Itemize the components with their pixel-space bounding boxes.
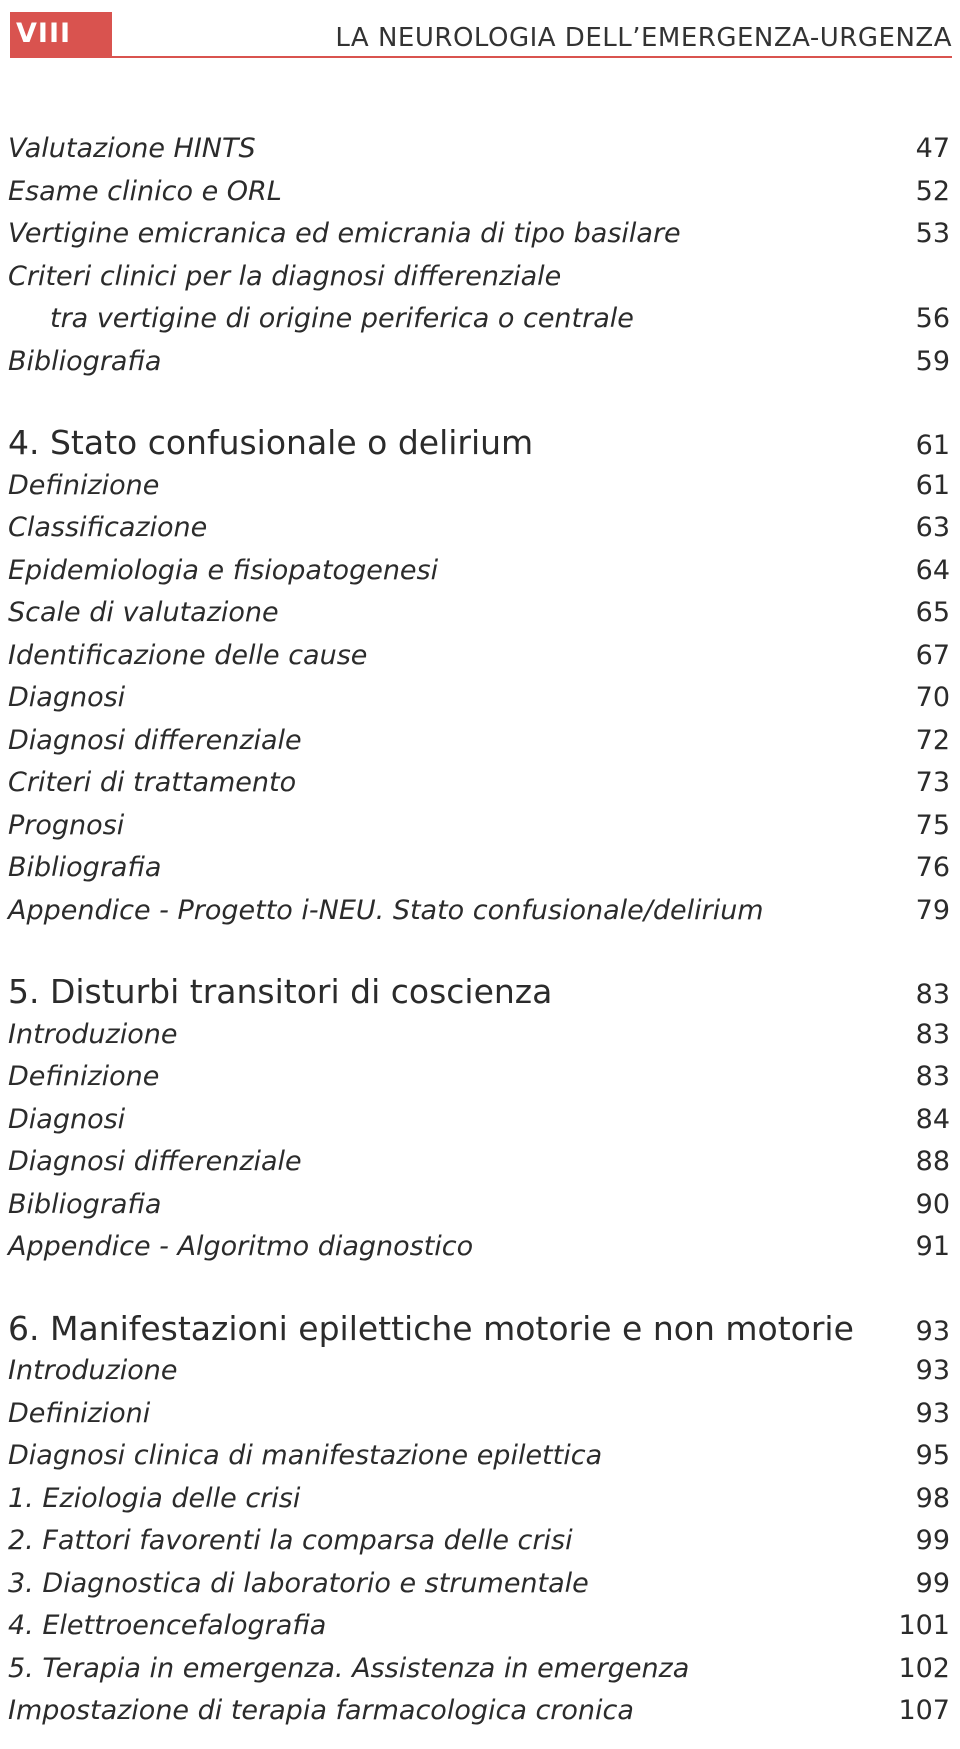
running-title: LA NEUROLOGIA DELL’EMERGENZA-URGENZA [335,23,952,53]
toc-entry-page: 79 [915,894,950,926]
toc-entry[interactable] [8,592,950,635]
toc-entry-page: 84 [915,1103,950,1135]
toc-entry[interactable] [8,1648,950,1691]
toc-entry-title: Bibliografia [8,345,162,377]
toc-entry[interactable] [8,720,950,763]
toc-entry-title: Scale di valutazione [8,597,279,628]
toc-entry-title: tra vertigine di origine periferica o centrale [50,303,634,334]
toc-entry-title: Diagnosi clinica di manifestazione epilettica [8,1440,603,1471]
toc-entry[interactable] [8,171,950,214]
toc-entry-title: Vertigine emicranica ed emicrania di tipo basilare [8,218,681,249]
toc-entry[interactable] [8,1184,950,1227]
toc-entry-title: Diagnosi differenziale [8,724,302,756]
toc-entry-title: Definizioni [8,1397,151,1429]
toc-entry-page: 72 [915,724,950,756]
toc-entry[interactable] [8,341,950,384]
toc-entry-page: 91 [915,1231,950,1262]
toc-entry-title: Definizione [8,1061,160,1092]
toc-entry[interactable] [8,1435,950,1478]
toc-entry[interactable] [8,1393,950,1436]
toc-entry[interactable] [8,1056,950,1099]
toc-entry-page: 101 [898,1610,950,1641]
toc-entry[interactable] [8,550,950,593]
toc-entry-title: Classificazione [8,512,208,543]
toc-entry[interactable] [8,1690,950,1733]
toc-entry[interactable] [8,1605,950,1648]
toc-entry-page: 98 [915,1482,950,1514]
toc-entry-page: 63 [915,512,950,543]
toc-entry-title: Prognosi [8,809,125,841]
toc-entry-page: 83 [915,1018,950,1050]
toc-entry-title: Esame clinico e ORL [8,175,282,207]
toc-entry-page: 70 [915,682,950,713]
toc-entry-page: 73 [915,767,950,798]
toc-entry-title: 3. Diagnostica di laboratorio e strumentale [8,1567,589,1599]
toc-entry-title: 5. Terapia in emergenza. Assistenza in emergenza [8,1652,690,1684]
toc-entry-page: 67 [915,639,950,671]
header-rule [10,56,952,58]
toc-entry-title: Bibliografia [8,852,162,883]
toc-entry-title: Epidemiologia e fisiopatogenesi [8,554,439,586]
page-number-badge: VIII [10,12,112,56]
toc-entry-title: Diagnosi differenziale [8,1146,302,1177]
toc-chapter-heading[interactable] [8,971,950,1014]
toc-entry-title: Impostazione di terapia farmacologica cronica [8,1695,634,1726]
toc-entry-page: 61 [915,469,950,501]
toc-entry[interactable] [8,465,950,508]
toc-entry[interactable] [8,213,950,256]
toc-entry-page: 56 [915,303,950,334]
toc-entry[interactable] [8,1226,950,1269]
toc-entry-page: 95 [915,1440,950,1471]
toc-chapter-heading[interactable] [8,1308,950,1351]
toc-entry-title: 4. Elettroencefalografia [8,1610,327,1641]
chapter-page: 93 [915,1315,950,1347]
toc-entry-page: 102 [898,1652,950,1684]
toc-entry-page: 65 [915,597,950,628]
toc-entry[interactable] [8,256,950,299]
toc-entry[interactable] [8,1563,950,1606]
toc-entry[interactable] [8,677,950,720]
toc-entry[interactable] [8,1141,950,1184]
toc-entry-title: Criteri di trattamento [8,767,297,798]
toc-entry-title: Diagnosi [8,1103,126,1135]
toc-entry-title: Appendice - Algoritmo diagnostico [8,1231,474,1262]
toc-entry[interactable] [8,1014,950,1057]
toc-entry-title: Appendice - Progetto i-NEU. Stato confusionale/delirium [8,894,764,926]
toc-chapter-heading[interactable] [8,422,950,465]
toc-entry[interactable] [8,128,950,171]
toc-entry-page: 107 [898,1695,950,1726]
toc-entry-title: 1. Eziologia delle crisi [8,1482,301,1514]
page-header [0,0,960,60]
chapter-page: 83 [915,979,950,1010]
toc-entry[interactable] [8,1099,950,1142]
toc-entry-title: Introduzione [8,1018,178,1050]
toc-entry-page: 47 [915,133,950,164]
toc-entry-page: 53 [915,218,950,249]
toc-entry[interactable] [8,1350,950,1393]
toc-entry-title: Criteri clinici per la diagnosi differenziale [8,260,562,292]
chapter-title: 5. Disturbi transitori di coscienza [8,972,553,1011]
toc-entry-title: Bibliografia [8,1188,162,1220]
chapter-title: 6. Manifestazioni epilettiche motorie e non motorie [8,1308,854,1348]
toc-entry-page: 52 [915,175,950,207]
toc-entry[interactable] [8,762,950,805]
toc-entry-title: Valutazione HINTS [8,133,256,164]
toc-entry-page: 83 [915,1061,950,1092]
toc-entry-title: 2. Fattori favorenti la comparsa delle crisi [8,1525,573,1556]
toc-entry-page: 93 [915,1355,950,1386]
toc-entry[interactable] [8,507,950,550]
toc-entry[interactable] [8,890,950,933]
toc-entry-page: 64 [915,554,950,586]
toc-entry[interactable] [8,847,950,890]
table-of-contents [8,128,950,1733]
toc-entry-page: 99 [915,1525,950,1556]
toc-entry[interactable] [8,1478,950,1521]
toc-entry-page: 90 [915,1188,950,1220]
toc-entry-continuation[interactable] [8,298,950,341]
toc-entry-title: Diagnosi [8,682,126,713]
toc-entry[interactable] [8,805,950,848]
toc-entry-title: Definizione [8,469,160,501]
toc-entry-page: 75 [915,809,950,841]
chapter-title: 4. Stato confusionale o delirium [8,423,534,462]
toc-entry[interactable] [8,635,950,678]
toc-entry-title: Introduzione [8,1355,178,1386]
toc-entry-title: Identificazione delle cause [8,639,368,671]
toc-entry-page: 93 [915,1397,950,1429]
toc-entry-page: 76 [915,852,950,883]
toc-entry-page: 88 [915,1146,950,1177]
toc-entry[interactable] [8,1520,950,1563]
toc-entry-page: 99 [915,1567,950,1599]
toc-entry-page: 59 [915,345,950,377]
chapter-page: 61 [915,430,950,461]
